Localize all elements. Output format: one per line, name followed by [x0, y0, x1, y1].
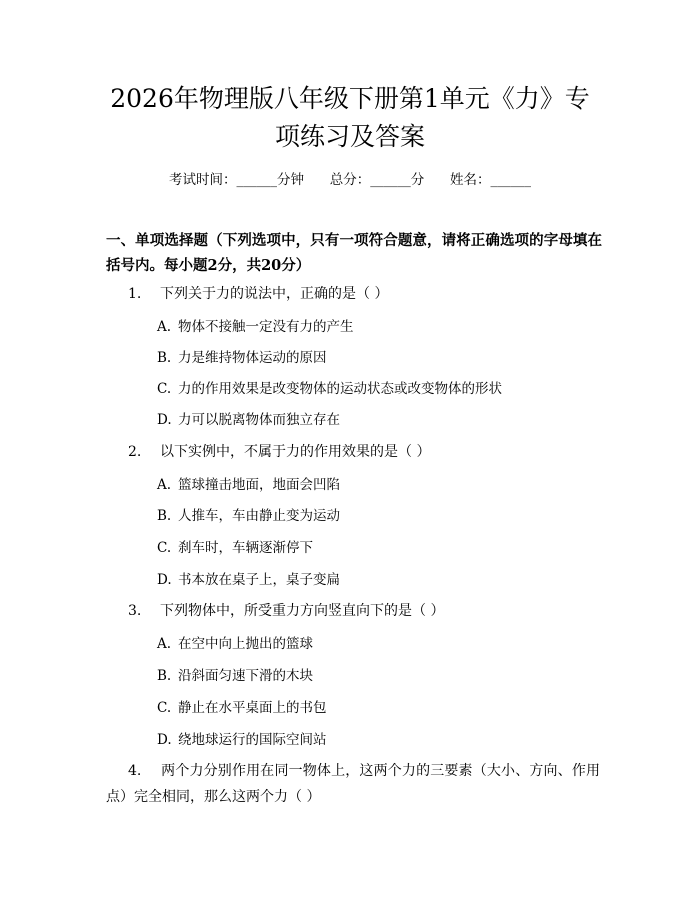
- question-number: 1.: [128, 286, 142, 302]
- option-letter: D.: [157, 572, 172, 588]
- question-3-option-c: [157, 696, 327, 716]
- question-1-option-a: [157, 315, 354, 335]
- option-text: 静止在水平桌面上的书包: [178, 700, 327, 716]
- option-letter: D.: [157, 412, 172, 428]
- time-label: 考试时间：: [169, 172, 237, 188]
- time-unit: 分钟: [277, 172, 304, 188]
- option-letter: A.: [157, 477, 172, 493]
- option-text: 力是维持物体运动的原因: [178, 350, 327, 366]
- page-title: [96, 80, 604, 156]
- option-letter: A.: [157, 319, 172, 335]
- name-blank: ______: [490, 172, 531, 188]
- option-letter: B.: [157, 350, 172, 366]
- question-2-option-a: [157, 473, 340, 493]
- section-heading: 一、单项选择题（下列选项中，只有一项符合题意，请将正确选项的字母填在括号内。每小题2分，共20分）: [106, 232, 602, 274]
- score-blank: ______: [370, 172, 411, 188]
- option-text: 力可以脱离物体而独立存在: [178, 412, 340, 428]
- question-2: [128, 441, 430, 461]
- question-3: [128, 600, 444, 620]
- option-text: 力的作用效果是改变物体的运动状态或改变物体的形状: [178, 381, 502, 397]
- question-text: 以下实例中，不属于力的作用效果的是（ ）: [160, 444, 431, 460]
- option-letter: B.: [157, 668, 172, 684]
- option-letter: D.: [157, 732, 172, 748]
- question-3-option-a: [157, 632, 313, 652]
- option-text: 人推车，车由静止变为运动: [178, 508, 340, 524]
- question-number: 3.: [128, 603, 142, 619]
- question-text: 下列物体中，所受重力方向竖直向下的是（ ）: [160, 603, 445, 619]
- question-text: 两个力分别作用在同一物体上，这两个力的三要素（大小、方向、作用点）完全相同，那么这两个力（ ）: [106, 763, 600, 805]
- question-1-option-b: [157, 346, 327, 366]
- exam-info-line: [0, 168, 700, 188]
- option-letter: C.: [157, 381, 172, 397]
- option-letter: B.: [157, 508, 172, 524]
- option-text: 绕地球运行的国际空间站: [178, 732, 327, 748]
- question-text: 下列关于力的说法中，正确的是（ ）: [160, 286, 389, 302]
- option-text: 篮球撞击地面，地面会凹陷: [178, 477, 340, 493]
- option-text: 沿斜面匀速下滑的木块: [178, 668, 313, 684]
- question-2-option-d: [157, 568, 340, 588]
- question-2-option-c: [157, 536, 313, 556]
- title-line-1: 2026年物理版八年级下册第1单元《力》专: [110, 84, 590, 113]
- question-1-option-c: [157, 377, 502, 397]
- option-text: 书本放在桌子上，桌子变扁: [178, 572, 340, 588]
- title-line-2: 项练习及答案: [274, 122, 425, 151]
- question-4: [106, 758, 600, 810]
- option-letter: C.: [157, 540, 172, 556]
- question-2-option-b: [157, 504, 340, 524]
- question-1: [128, 283, 388, 303]
- question-3-option-b: [157, 664, 313, 684]
- name-label: 姓名：: [450, 172, 491, 188]
- score-label: 总分：: [329, 172, 371, 188]
- question-3-option-d: [157, 728, 327, 748]
- option-letter: C.: [157, 700, 172, 716]
- option-text: 在空中向上抛出的篮球: [178, 636, 313, 652]
- question-1-option-d: [157, 408, 340, 428]
- question-number: 2.: [128, 444, 142, 460]
- option-text: 刹车时，车辆逐渐停下: [178, 540, 313, 556]
- option-text: 物体不接触一定没有力的产生: [178, 319, 354, 335]
- time-blank: ______: [236, 172, 277, 188]
- question-number: 4.: [128, 763, 142, 779]
- score-unit: 分: [410, 172, 425, 188]
- option-letter: A.: [157, 636, 172, 652]
